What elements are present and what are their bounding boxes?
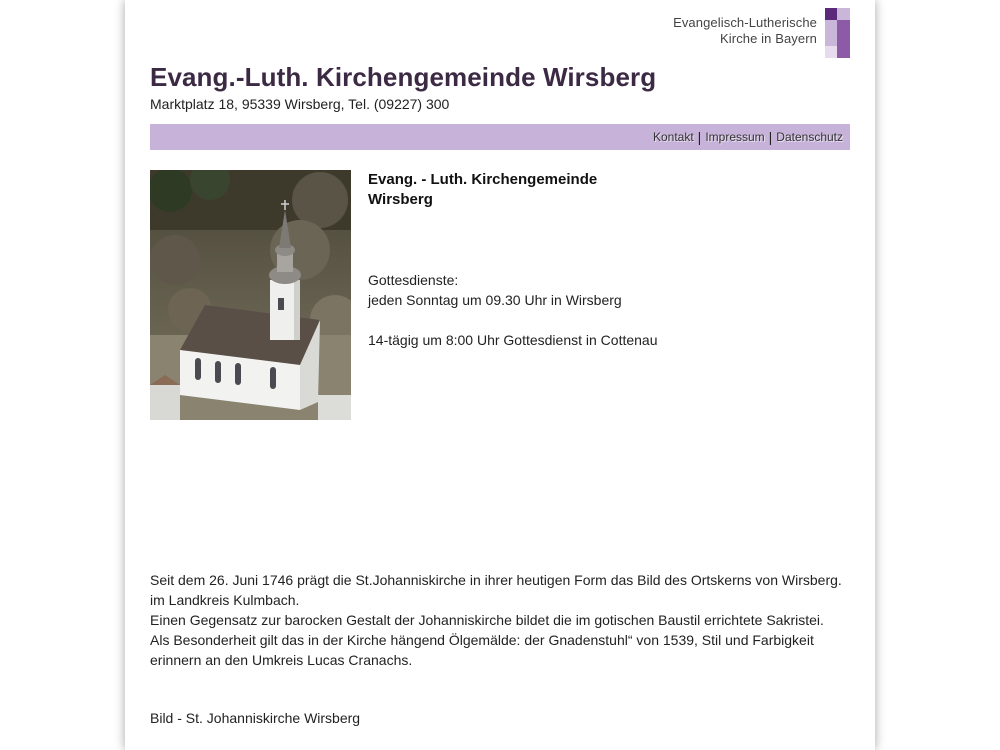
- site-address: Marktplatz 18, 95339 Wirsberg, Tel. (09227) 300: [150, 96, 450, 112]
- services-label: Gottesdienste:: [368, 272, 459, 288]
- logo-line-1: Evangelisch-Lutherische: [673, 15, 817, 30]
- intro-section: [368, 170, 668, 350]
- page-container: [125, 0, 875, 750]
- church-illustration-icon: [150, 170, 351, 420]
- nav-link-kontakt[interactable]: Kontakt: [652, 130, 694, 144]
- logo-text: [673, 15, 817, 47]
- intro-heading-line-1: Evang. - Luth. Kirchengemeinde: [368, 171, 598, 188]
- services-cottenau: 14-tägig um 8:00 Uhr Gottesdienst in Cottenau: [368, 332, 658, 348]
- nav-separator: |: [768, 129, 773, 145]
- services-sunday: jeden Sonntag um 09.30 Uhr in Wirsberg: [368, 292, 622, 308]
- history-paragraph-3: Als Besonderheit gilt das in der Kirche hängend Ölgemälde: der Gnadenstuhl“ von 1539, Stil und Farbigkeit erinnern an den Umkreis Lucas Cranachs.: [150, 632, 814, 668]
- church-photo: [150, 170, 351, 420]
- logo-mark-icon: [825, 8, 850, 58]
- history-paragraph-1: Seit dem 26. Juni 1746 prägt die St.Johanniskirche in ihrer heutigen Form das Bild des Ortskerns von Wirsberg. im Landkreis Kulmbach.: [150, 572, 842, 608]
- content-area: [150, 0, 850, 750]
- nav-bar: [150, 124, 850, 150]
- logo-line-2: Kirche in Bayern: [720, 31, 817, 46]
- history-text: [150, 570, 850, 670]
- nav-separator: |: [697, 129, 702, 145]
- nav-link-impressum[interactable]: Impressum: [705, 130, 765, 144]
- page-title: Evang.-Luth. Kirchengemeinde Wirsberg: [150, 62, 657, 92]
- intro-heading-line-2: Wirsberg: [368, 191, 433, 208]
- history-paragraph-2: Einen Gegensatz zur barocken Gestalt der Johanniskirche bildet die im gotischen Baustil errichtete Sakristei.: [150, 612, 824, 628]
- image-caption: Bild - St. Johanniskirche Wirsberg: [150, 710, 361, 726]
- elkb-logo[interactable]: [673, 8, 850, 58]
- intro-heading: [368, 170, 668, 210]
- nav-link-datenschutz[interactable]: Datenschutz: [776, 130, 843, 144]
